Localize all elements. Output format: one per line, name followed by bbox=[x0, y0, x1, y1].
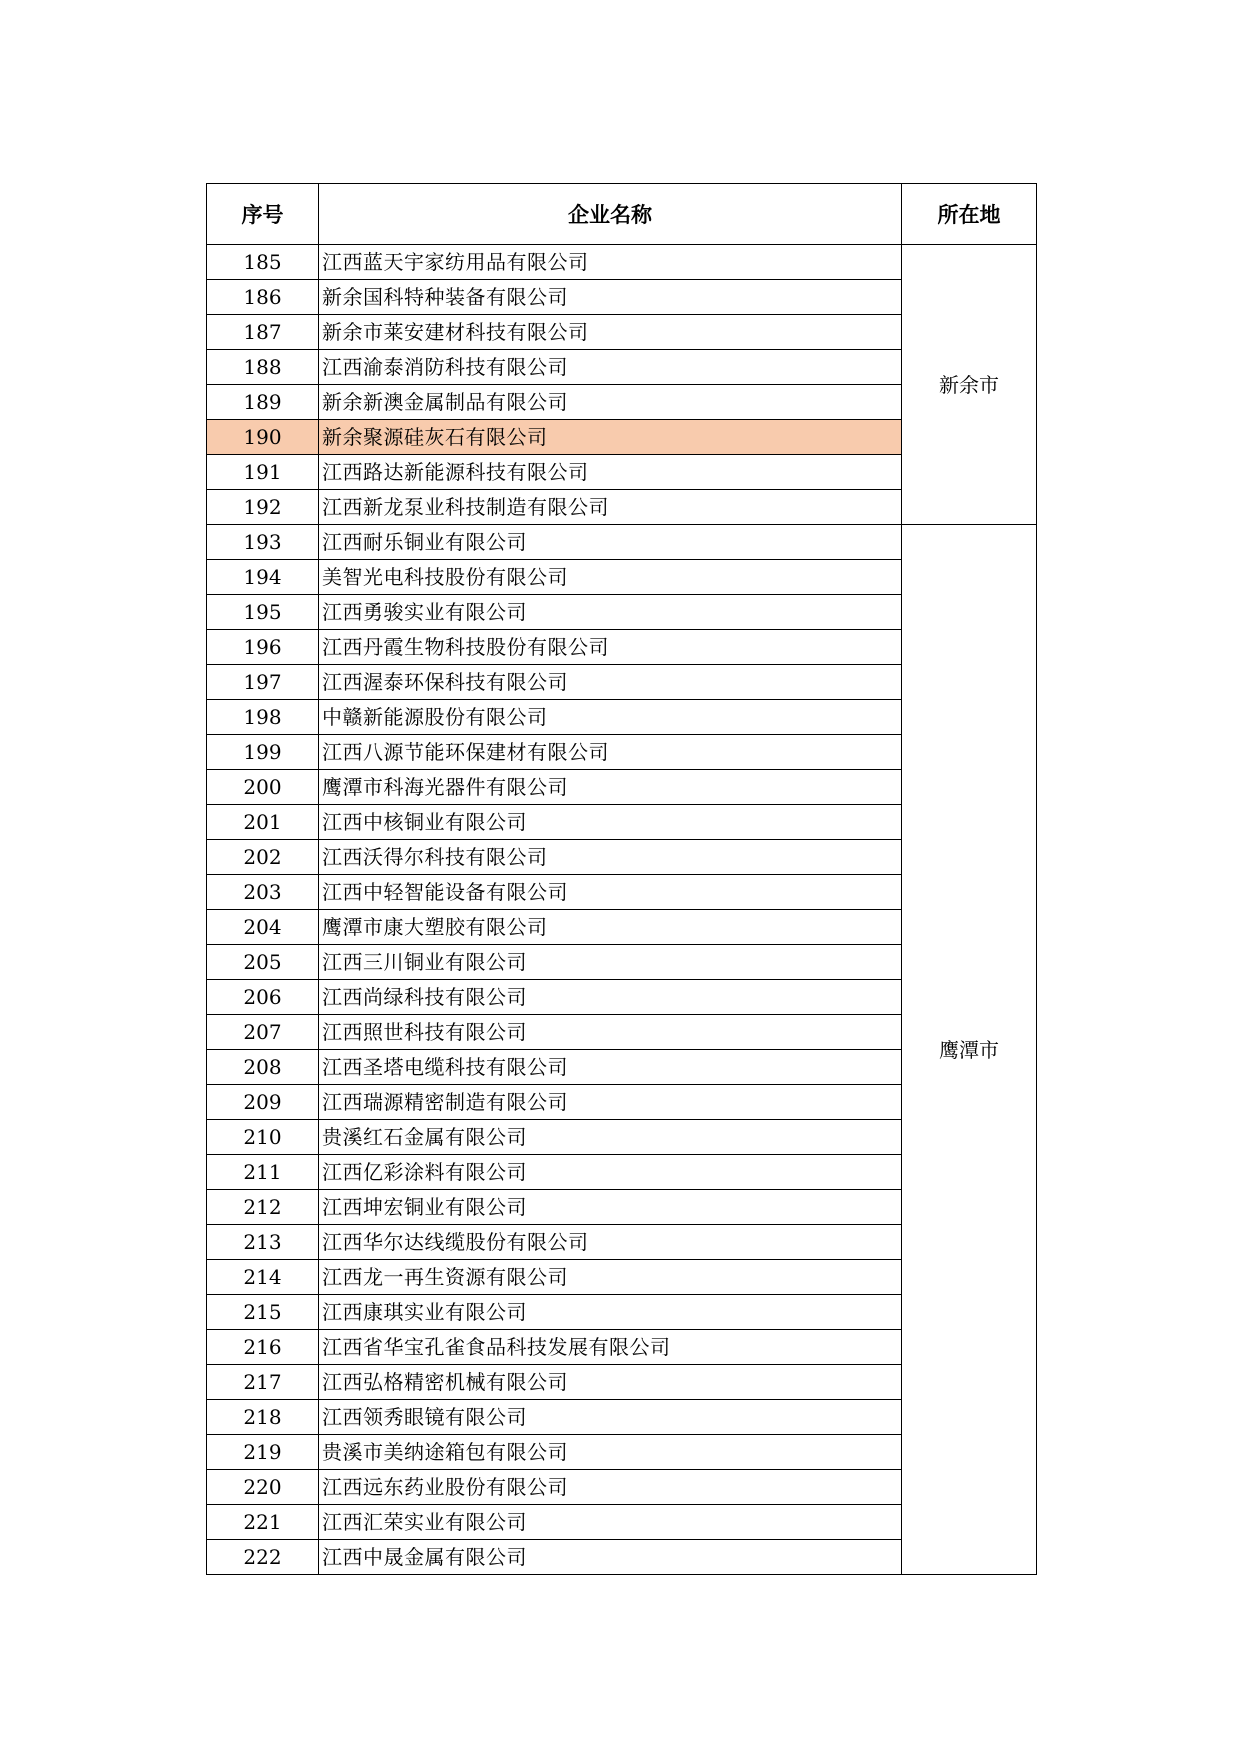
enterprise-name-cell: 江西领秀眼镜有限公司 bbox=[319, 1400, 902, 1435]
enterprise-name-cell: 江西照世科技有限公司 bbox=[319, 1015, 902, 1050]
enterprise-name-cell: 江西八源节能环保建材有限公司 bbox=[319, 735, 902, 770]
serial-number-cell: 186 bbox=[207, 280, 319, 315]
serial-number-cell: 194 bbox=[207, 560, 319, 595]
enterprise-name-cell: 江西新龙泵业科技制造有限公司 bbox=[319, 490, 902, 525]
enterprise-name-cell: 江西中晟金属有限公司 bbox=[319, 1540, 902, 1575]
header-enterprise-name: 企业名称 bbox=[319, 184, 902, 245]
enterprise-name-cell: 江西弘格精密机械有限公司 bbox=[319, 1365, 902, 1400]
serial-number-cell: 208 bbox=[207, 1050, 319, 1085]
serial-number-cell: 209 bbox=[207, 1085, 319, 1120]
enterprise-name-cell: 江西龙一再生资源有限公司 bbox=[319, 1260, 902, 1295]
serial-number-cell: 215 bbox=[207, 1295, 319, 1330]
enterprise-name-cell: 江西路达新能源科技有限公司 bbox=[319, 455, 902, 490]
location-cell: 鹰潭市 bbox=[902, 525, 1037, 1575]
enterprise-name-cell: 江西圣塔电缆科技有限公司 bbox=[319, 1050, 902, 1085]
serial-number-cell: 220 bbox=[207, 1470, 319, 1505]
header-serial-number: 序号 bbox=[207, 184, 319, 245]
enterprise-name-cell: 新余新澳金属制品有限公司 bbox=[319, 385, 902, 420]
enterprise-name-cell: 江西瑞源精密制造有限公司 bbox=[319, 1085, 902, 1120]
enterprise-name-cell: 贵溪市美纳途箱包有限公司 bbox=[319, 1435, 902, 1470]
enterprise-name-cell: 江西坤宏铜业有限公司 bbox=[319, 1190, 902, 1225]
enterprise-name-cell: 江西康琪实业有限公司 bbox=[319, 1295, 902, 1330]
serial-number-cell: 221 bbox=[207, 1505, 319, 1540]
enterprise-name-cell: 江西丹霞生物科技股份有限公司 bbox=[319, 630, 902, 665]
enterprise-name-cell: 江西中轻智能设备有限公司 bbox=[319, 875, 902, 910]
table-body bbox=[207, 245, 1037, 1575]
enterprise-name-cell: 江西沃得尔科技有限公司 bbox=[319, 840, 902, 875]
serial-number-cell: 196 bbox=[207, 630, 319, 665]
serial-number-cell: 188 bbox=[207, 350, 319, 385]
serial-number-cell: 203 bbox=[207, 875, 319, 910]
serial-number-cell: 185 bbox=[207, 245, 319, 280]
enterprise-name-cell: 美智光电科技股份有限公司 bbox=[319, 560, 902, 595]
serial-number-cell: 207 bbox=[207, 1015, 319, 1050]
location-cell: 新余市 bbox=[902, 245, 1037, 525]
serial-number-cell: 212 bbox=[207, 1190, 319, 1225]
enterprise-name-cell: 中赣新能源股份有限公司 bbox=[319, 700, 902, 735]
serial-number-cell: 190 bbox=[207, 420, 319, 455]
enterprise-name-cell: 江西耐乐铜业有限公司 bbox=[319, 525, 902, 560]
header-location: 所在地 bbox=[902, 184, 1037, 245]
enterprise-name-cell: 新余市莱安建材科技有限公司 bbox=[319, 315, 902, 350]
enterprise-name-cell: 鹰潭市科海光器件有限公司 bbox=[319, 770, 902, 805]
serial-number-cell: 200 bbox=[207, 770, 319, 805]
serial-number-cell: 216 bbox=[207, 1330, 319, 1365]
table-row bbox=[207, 245, 1037, 280]
serial-number-cell: 193 bbox=[207, 525, 319, 560]
enterprise-name-cell: 贵溪红石金属有限公司 bbox=[319, 1120, 902, 1155]
serial-number-cell: 189 bbox=[207, 385, 319, 420]
serial-number-cell: 214 bbox=[207, 1260, 319, 1295]
serial-number-cell: 206 bbox=[207, 980, 319, 1015]
enterprise-name-cell: 江西三川铜业有限公司 bbox=[319, 945, 902, 980]
enterprise-table bbox=[206, 183, 1037, 1575]
enterprise-name-cell: 江西尚绿科技有限公司 bbox=[319, 980, 902, 1015]
serial-number-cell: 211 bbox=[207, 1155, 319, 1190]
serial-number-cell: 191 bbox=[207, 455, 319, 490]
table-header bbox=[207, 184, 1037, 245]
enterprise-name-cell: 江西渥泰环保科技有限公司 bbox=[319, 665, 902, 700]
serial-number-cell: 222 bbox=[207, 1540, 319, 1575]
serial-number-cell: 201 bbox=[207, 805, 319, 840]
serial-number-cell: 198 bbox=[207, 700, 319, 735]
serial-number-cell: 204 bbox=[207, 910, 319, 945]
enterprise-name-cell: 江西远东药业股份有限公司 bbox=[319, 1470, 902, 1505]
table-row bbox=[207, 525, 1037, 560]
serial-number-cell: 218 bbox=[207, 1400, 319, 1435]
serial-number-cell: 192 bbox=[207, 490, 319, 525]
header-row bbox=[207, 184, 1037, 245]
serial-number-cell: 195 bbox=[207, 595, 319, 630]
enterprise-name-cell: 鹰潭市康大塑胶有限公司 bbox=[319, 910, 902, 945]
enterprise-name-cell: 江西亿彩涂料有限公司 bbox=[319, 1155, 902, 1190]
serial-number-cell: 219 bbox=[207, 1435, 319, 1470]
serial-number-cell: 205 bbox=[207, 945, 319, 980]
enterprise-name-cell: 江西渝泰消防科技有限公司 bbox=[319, 350, 902, 385]
serial-number-cell: 187 bbox=[207, 315, 319, 350]
enterprise-name-cell: 江西勇骏实业有限公司 bbox=[319, 595, 902, 630]
serial-number-cell: 199 bbox=[207, 735, 319, 770]
enterprise-name-cell: 江西中核铜业有限公司 bbox=[319, 805, 902, 840]
enterprise-name-cell: 新余国科特种装备有限公司 bbox=[319, 280, 902, 315]
enterprise-name-cell: 江西省华宝孔雀食品科技发展有限公司 bbox=[319, 1330, 902, 1365]
enterprise-name-cell: 江西蓝天宇家纺用品有限公司 bbox=[319, 245, 902, 280]
enterprise-name-cell: 江西汇荣实业有限公司 bbox=[319, 1505, 902, 1540]
enterprise-name-cell: 江西华尔达线缆股份有限公司 bbox=[319, 1225, 902, 1260]
serial-number-cell: 213 bbox=[207, 1225, 319, 1260]
enterprise-name-cell: 新余聚源硅灰石有限公司 bbox=[319, 420, 902, 455]
serial-number-cell: 217 bbox=[207, 1365, 319, 1400]
serial-number-cell: 197 bbox=[207, 665, 319, 700]
serial-number-cell: 202 bbox=[207, 840, 319, 875]
serial-number-cell: 210 bbox=[207, 1120, 319, 1155]
